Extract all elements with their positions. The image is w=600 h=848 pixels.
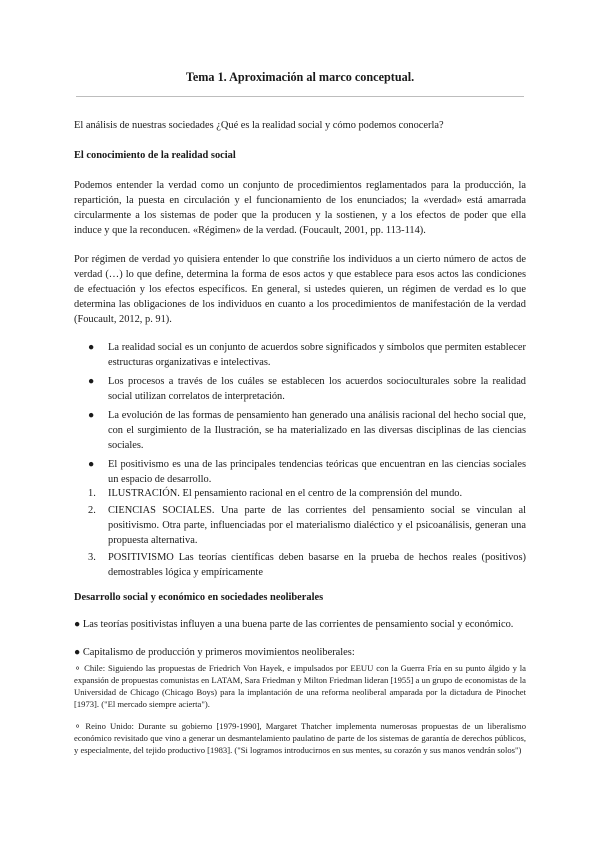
list-item: ● El positivismo es una de las principales tendencias teóricas que encuentran en las ciencias sociales un espacio de desarrollo. <box>88 459 526 485</box>
paragraph-foucault-2012: Por régimen de verdad yo quisiera entender lo que constriñe los individuos a un cierto número de actos de verdad (…) lo que define, determina la forma de esos actos y que establece para esos actos las condiciones de efectuación y los efectos específicos. En general, si ustedes quieren, un régimen de verdad es lo que determina las obligaciones de los individuos en cuanto a los procedimientos de manifestación de la verdad (Foucault, 2012, p. 91). <box>74 254 526 325</box>
list-term: ILUSTRACIÓN <box>108 488 178 499</box>
subbullet-chile: ⚬ Chile: Siguiendo las propuestas de Friedrich Von Hayek, e impulsados por EEUU con la Guerra Fría en su punto álgido y la expansión de propuestas comunistas en LATAM, Sara Friedman y Milton Friedman lideran [1955] a un grupo de economistas de la Universidad de Chicago (Chicago Boys) para la implantación de una reforma neoliberal amparada por la dictadura de Pinochet [1973]. ("El mercado siempre acierta"). <box>74 663 526 709</box>
bullet-icon: ● <box>88 376 95 387</box>
list-item: 3. POSITIVISMO Las teorías científicas deben basarse en la prueba de hechos reales (positivos) demostrables lógica y empíricamente <box>88 552 526 578</box>
list-item: ● La evolución de las formas de pensamiento han generado una análisis racional del hecho social que, con el surgimiento de la Ilustración, se ha materializado en las diversas disciplinas de las ciencias sociales. <box>88 410 526 451</box>
list-item: 1. ILUSTRACIÓN. El pensamiento racional en el centro de la comprensión del mundo. <box>88 488 463 499</box>
numbered-list <box>74 486 526 582</box>
page-title: Tema 1. Aproximación al marco conceptual. <box>185 70 415 84</box>
bullet-list <box>74 340 526 491</box>
list-item: ● La realidad social es un conjunto de acuerdos sobre significados y símbolos que permiten establecer estructuras organizativas e intelectivas. <box>88 342 526 368</box>
bullet-positivistas: ● Las teorías positivistas influyen a una buena parte de las corrientes de pensamiento social y económico. <box>74 619 514 630</box>
bullet-icon: ● <box>88 342 95 353</box>
intro-question: El análisis de nuestras sociedades ¿Qué es la realidad social y cómo podemos conocerla? <box>74 120 444 131</box>
section-heading-realidad-social: El conocimiento de la realidad social <box>74 150 236 161</box>
list-term: CIENCIAS SOCIALES <box>108 505 212 516</box>
list-item: ● Los procesos a través de los cuáles se establecen los acuerdos socioculturales sobre la realidad social utilizan correlatos de interpretación. <box>88 376 526 402</box>
paragraph-foucault-2001: Podemos entender la verdad como un conjunto de procedimientos reglamentados para la producción, la repartición, la puesta en circulación y el funcionamiento de los enunciados; la «verdad» está amarrada circularmente a los sistemas de poder que la producen y la sostienen, y a los efectos de poder que ella induce y que la reconducen. «Régimen» de la verdad. (Foucault, 2001, pp. 113-114). <box>74 180 526 236</box>
bullet-icon: ● <box>88 459 95 470</box>
section-heading-neoliberales: Desarrollo social y económico en sociedades neoliberales <box>74 592 324 603</box>
list-term: POSITIVISMO <box>108 552 174 563</box>
title-divider <box>76 96 524 97</box>
subbullet-reino-unido: ⚬ Reino Unido: Durante su gobierno [1979-1990], Margaret Thatcher implementa numerosas propuestas de un liberalismo económico revisitado que vino a generar un desmantelamiento paulatino de parte de los sistemas de garantía de derechos públicos, y especialmente, del tejido productivo [1983]. ("Si logramos introducirnos en sus mentes, su corazón y sus manos vendrán solos") <box>74 721 526 755</box>
bullet-icon: ● <box>88 410 95 421</box>
bullet-capitalismo: ● Capitalismo de producción y primeros movimientos neoliberales: <box>74 647 355 658</box>
list-item: 2. CIENCIAS SOCIALES. Una parte de las corrientes del pensamiento social se vinculan al positivismo. Otra parte, influenciadas por el materialismo dialéctico y el psicoanálisis, generan una propuesta alternativa. <box>88 505 526 546</box>
